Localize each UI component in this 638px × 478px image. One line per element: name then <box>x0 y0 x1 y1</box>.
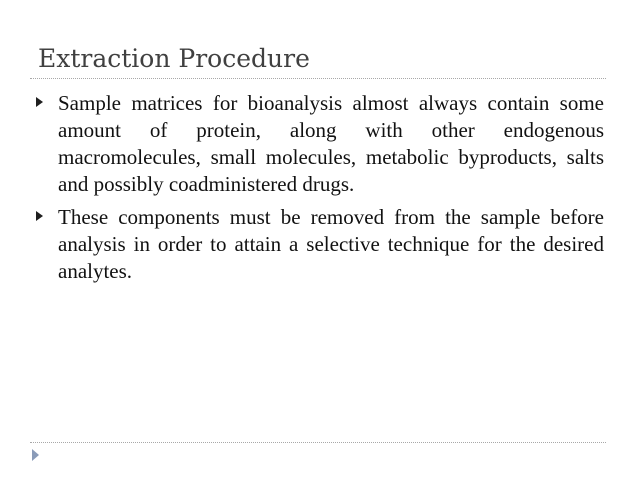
title-divider <box>30 78 606 79</box>
bullet-list <box>36 90 604 291</box>
bullet-item <box>36 204 604 285</box>
footer-divider <box>30 442 606 443</box>
triangle-corner-icon <box>32 449 39 461</box>
bullet-text: Sample matrices for bioanalysis almost always contain some amount of protein, along with other endogenous macromolecules, small molecules, metabolic byproducts, salts and possibly coadministered drugs. <box>58 91 604 196</box>
slide-title: Extraction Procedure <box>38 44 310 73</box>
bullet-item <box>36 90 604 198</box>
bullet-text: These components must be removed from the sample before analysis in order to attain a selective technique for the desired analytes. <box>58 205 604 283</box>
triangle-bullet-icon <box>36 211 43 221</box>
triangle-bullet-icon <box>36 97 43 107</box>
